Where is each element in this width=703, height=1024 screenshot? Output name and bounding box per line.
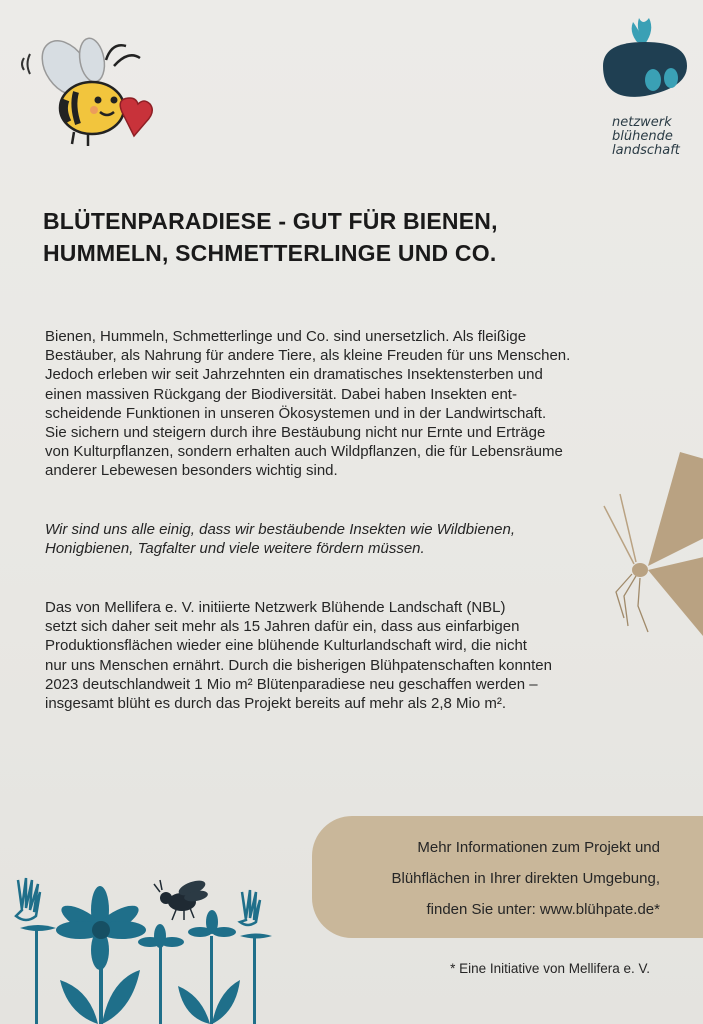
paragraph-line: Jedoch erleben wir seit Jahrzehnten ein dramatisches Insektensterben und bbox=[45, 366, 543, 384]
paragraph-line: Wir sind uns alle einig, dass wir bestäubende Insekten wie Wildbienen, bbox=[45, 521, 515, 538]
intro-paragraph bbox=[45, 327, 620, 481]
paragraph-line: einen massiven Rückgang der Biodiversität. Dabei haben Insekten ent- bbox=[45, 385, 517, 403]
paragraph-line: Bestäuber, als Nahrung für andere Tiere, als kleine Freuden für uns Menschen. bbox=[45, 347, 571, 365]
paragraph-line: anderer Lebewesen besonders wichtig sind. bbox=[45, 462, 338, 480]
logo-text bbox=[612, 116, 702, 158]
logo-line-3: landschaft bbox=[612, 143, 680, 158]
info-line-1: Mehr Informationen zum Projekt und bbox=[417, 839, 660, 856]
footnote: * Eine Initiative von Mellifera e. V. bbox=[450, 961, 650, 976]
paragraph-line: Das von Mellifera e. V. initiierte Netzwerk Blühende Landschaft (NBL) bbox=[45, 599, 506, 616]
paragraph-line: nur uns Menschen ernährt. Durch die bisherigen Blühpatenschaften konnten bbox=[45, 656, 552, 674]
project-paragraph bbox=[45, 598, 620, 713]
title-line-2: HUMMELN, SCHMETTERLINGE UND CO. bbox=[43, 240, 497, 266]
paragraph-line: Bienen, Hummeln, Schmetterlinge und Co. sind unersetzlich. Als fleißige bbox=[45, 328, 527, 345]
flowers-icon bbox=[0, 870, 320, 1024]
paragraph-line: Sie sichern und steigern durch ihre Bestäubung nicht nur Ernte und Erträge bbox=[45, 424, 546, 442]
info-line-2: Blühflächen in Ihrer direkten Umgebung, bbox=[391, 870, 660, 887]
flying-bee-icon bbox=[154, 878, 209, 920]
logo-line-2: blühende bbox=[612, 129, 673, 144]
paragraph-line: setzt sich daher seit mehr als 15 Jahren dafür ein, dass aus einfarbigen bbox=[45, 618, 520, 636]
paragraph-line: scheidende Funktionen in unseren Ökosystemen und in der Landwirtschaft. bbox=[45, 404, 547, 422]
paragraph-line: von Kulturpflanzen, sondern erhalten auch Wildpflanzen, die für Lebensräume bbox=[45, 443, 563, 461]
info-line-3: finden Sie unter: www.blühpate.de* bbox=[426, 901, 660, 918]
paragraph-line: Honigbienen, Tagfalter und viele weitere fördern müssen. bbox=[45, 540, 425, 558]
paragraph-line: insgesamt blüht es durch das Projekt bereits auf mehr als 2,8 Mio m². bbox=[45, 695, 507, 713]
paragraph-line: Produktionsflächen wieder eine blühende Kulturlandschaft wird, die nicht bbox=[45, 637, 527, 655]
logo-line-1: netzwerk bbox=[612, 115, 672, 130]
italic-statement bbox=[45, 520, 620, 558]
title-line-1: BLÜTENPARADIESE - GUT FÜR BIENEN, bbox=[43, 208, 498, 234]
paragraph-line: 2023 deutschlandweit 1 Mio m² Blütenparadiese neu geschaffen werden – bbox=[45, 675, 538, 693]
page-title bbox=[43, 205, 603, 269]
butterfly-icon bbox=[598, 446, 703, 646]
bee-mascot-icon bbox=[14, 30, 154, 150]
info-box-text bbox=[330, 832, 660, 925]
network-logo-icon bbox=[595, 14, 695, 109]
